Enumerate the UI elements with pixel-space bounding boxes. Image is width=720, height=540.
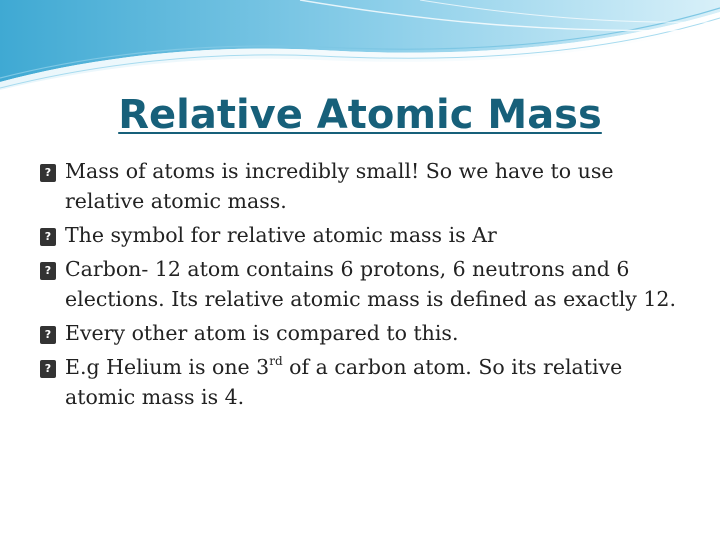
slide-title bbox=[0, 90, 720, 140]
ordinal-superscript: rd bbox=[269, 354, 283, 369]
bullet-list bbox=[40, 156, 690, 416]
bullet-marker-icon: ? bbox=[40, 164, 56, 182]
bullet-text: Every other atom is compared to this. bbox=[65, 321, 459, 345]
bullet-item bbox=[40, 254, 690, 314]
bullet-item bbox=[40, 352, 690, 412]
bullet-text: Carbon- 12 atom contains 6 protons, 6 neutrons and 6 elections. Its relative atomic mass is defined as exactly 12. bbox=[65, 257, 676, 311]
bullet-marker-icon: ? bbox=[40, 326, 56, 344]
bullet-item bbox=[40, 318, 690, 348]
bullet-marker-icon: ? bbox=[40, 360, 56, 378]
bullet-text-before-superscript: E.g Helium is one 3 bbox=[65, 355, 270, 379]
bullet-text: Mass of atoms is incredibly small! So we have to use relative atomic mass. bbox=[65, 159, 614, 213]
decorative-wave-header bbox=[0, 0, 720, 95]
bullet-item bbox=[40, 220, 690, 250]
bullet-text: The symbol for relative atomic mass is Ar bbox=[65, 223, 497, 247]
bullet-marker-icon: ? bbox=[40, 262, 56, 280]
bullet-text-after-superscript: of a carbon atom. So its relative atomic mass is 4. bbox=[65, 355, 623, 409]
bullet-marker-icon: ? bbox=[40, 228, 56, 246]
slide-title-text: Relative Atomic Mass bbox=[118, 92, 602, 138]
bullet-item bbox=[40, 156, 690, 216]
